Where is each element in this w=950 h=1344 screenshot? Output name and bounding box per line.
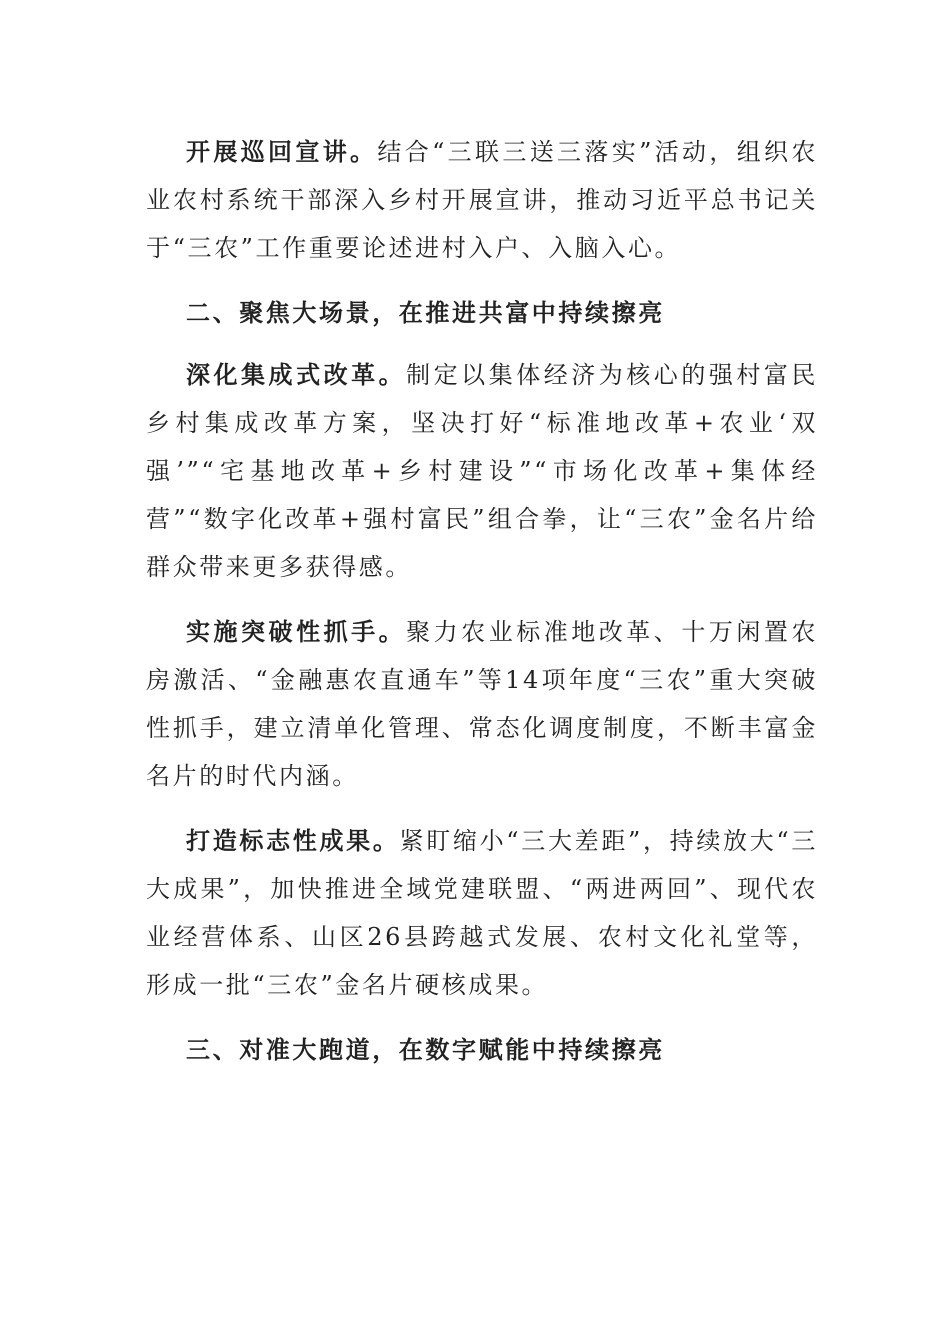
- paragraph-landmark-results: [146, 817, 818, 1009]
- paragraph-lead: 深化集成式改革。: [186, 360, 407, 389]
- paragraph-text: 聚力农业标准地改革、十万闲置农房激活、“金融惠农直通车”等14项年度“三农”重大突破性抓手，建立清单化管理、常态化调度制度，不断丰富金名片的时代内涵。: [146, 618, 818, 790]
- section-heading-2: 二、聚焦大场景，在推进共富中持续擦亮: [186, 298, 665, 327]
- paragraph-text: 紧盯缩小“三大差距”，持续放大“三大成果”，加快推进全域党建联盟、“两进两回”、现代农业经营体系、山区26县跨越式发展、农村文化礼堂等，形成一批“三农”金名片硬核成果。: [146, 827, 818, 999]
- paragraph-lead: 开展巡回宣讲。: [186, 137, 378, 166]
- section-heading-3: 三、对准大跑道，在数字赋能中持续擦亮: [186, 1035, 665, 1064]
- paragraph-lead: 实施突破性抓手。: [186, 617, 407, 646]
- paragraph-text: 制定以集体经济为核心的强村富民乡村集成改革方案，坚决打好“标准地改革+农业‘双强’”“宅基地改革+乡村建设”“市场化改革+集体经营”“数字化改革+强村富民”组合拳，让“三农”金名片给群众带来更多获得感。: [146, 361, 818, 581]
- paragraph-roving-lectures: [146, 128, 818, 272]
- paragraph-lead: 打造标志性成果。: [186, 826, 400, 855]
- document-body: [146, 128, 818, 1088]
- paragraph-text: 结合“三联三送三落实”活动，组织农业农村系统干部深入乡村开展宣讲，推动习近平总书记关于“三农”工作重要论述进村入户、入脑入心。: [146, 138, 818, 262]
- paragraph-breakthrough-measures: [146, 608, 818, 800]
- paragraph-integrated-reform: [146, 351, 818, 591]
